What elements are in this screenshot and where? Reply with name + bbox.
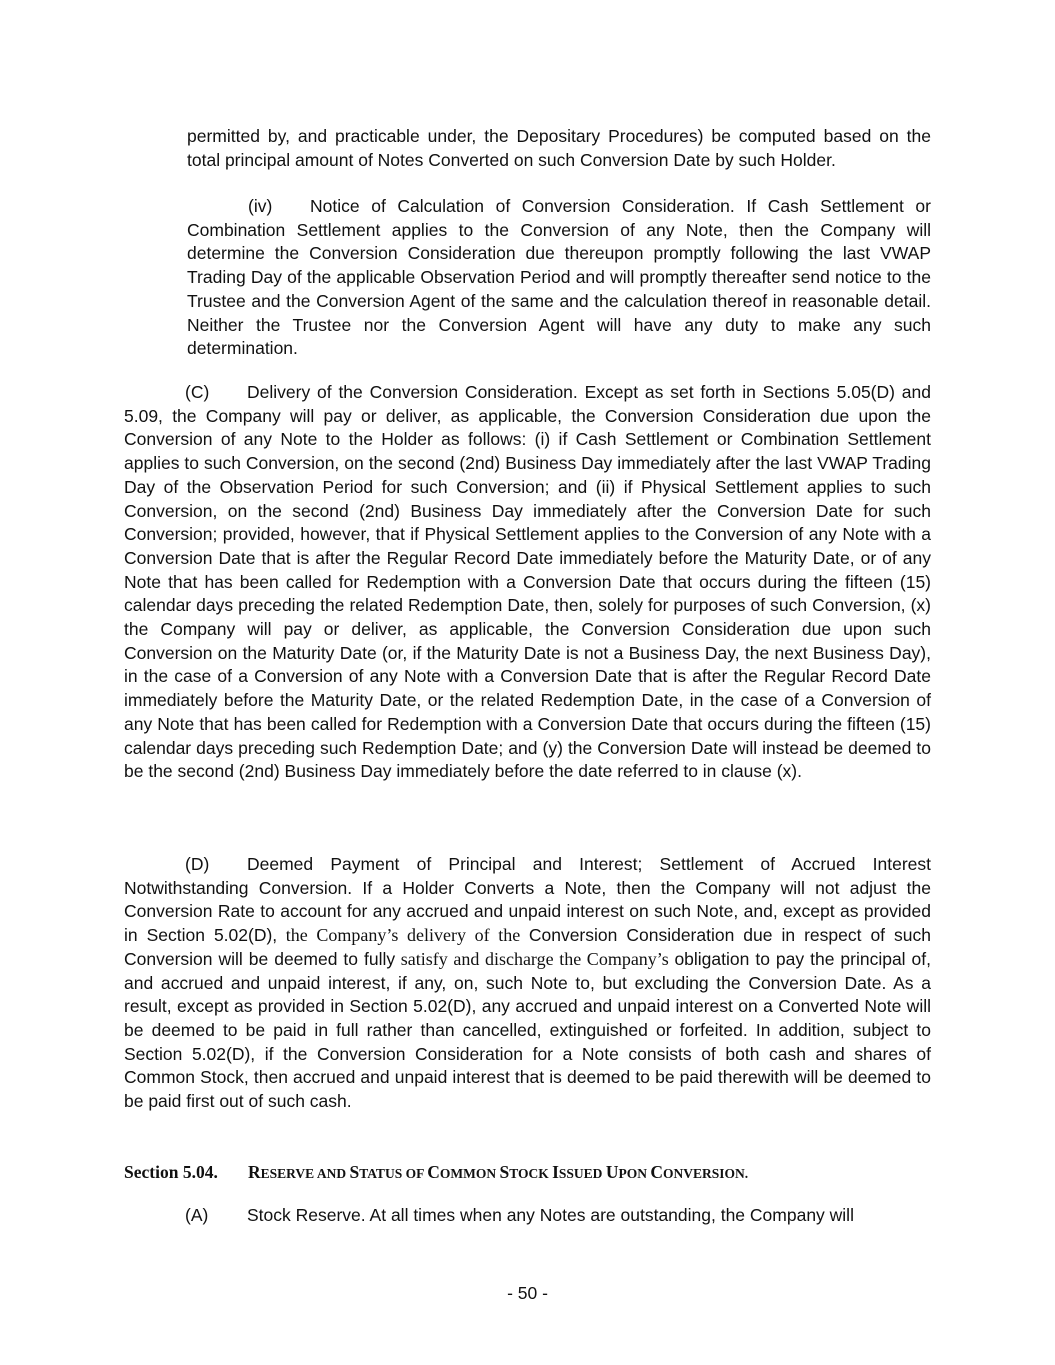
paragraph-c xyxy=(124,381,931,784)
paragraph-continuation: permitted by, and practicable under, the Depositary Procedures) be computed based on the total principal amount of Notes Converted on such Conversion Date by such Holder. xyxy=(187,126,931,170)
paragraph-text: Delivery of the Conversion Consideration. Except as set forth in Sections 5.05(D) and 5.09, the Company will pay or deliver, as applicable, the Conversion Consideration due upon the Conversion of any Note to the Holder as follows: (i) if Cash Settlement or Combination Settlement applies to such Conversion, on the second (2nd) Business Day immediately after the last VWAP Trading Day of the Observation Period for such Conversion; and (ii) if Physical Settlement applies to such Conversion, on the second (2nd) Business Day immediately after the Conversion Date for such Conversion; provided, however, that if Physical Settlement applies to the Conversion of any Note with a Conversion Date that is after the Regular Record Date immediately before the Maturity Date, or of any Note that has been called for Redemption with a Conversion Date that occurs during the fifteen (15) calendar days preceding the related Redemption Date, then, solely for purposes of such Conversion, (x) the Company will pay or deliver, as applicable, the Conversion Consideration due upon such Conversion on the Maturity Date (or, if the Maturity Date is not a Business Day, the next Business Day), in the case of a Conversion of any Note with a Conversion Date that is after the Regular Record Date immediately before the Maturity Date, or the related Redemption Date, in the case of a Conversion of any Note that has been called for Redemption with a Conversion Date that occurs during the fifteen (15) calendar days preceding such Redemption Date; and (y) the Conversion Date will instead be deemed to be the second (2nd) Business Day immediately before the date referred to in clause (x). xyxy=(124,382,931,782)
paragraph-d xyxy=(124,853,931,1114)
paragraph-text-serif: satisfy and discharge the Company’s xyxy=(395,948,675,969)
paragraph-text: Deemed Payment of Principal and Interest; Settlement of Accrued Interest Notwithstanding Conversion. If a Holder Converts a Note, then the Company will not adjust the Conversion Rate to account for any accrued and unpaid interest on such Note, and, except as provided in Section 5.02(D), xyxy=(124,854,931,946)
paragraph-text: Stock Reserve. At all times when any Notes are outstanding, the Company will xyxy=(247,1205,854,1225)
paragraph-marker: (A) xyxy=(185,1205,209,1225)
paragraph-iv xyxy=(187,195,931,361)
section-heading xyxy=(124,1160,931,1186)
paragraph-text: obligation to pay the principal of, and accrued and unpaid interest, if any, on, such Note to, but excluding the Conversion Date. As a result, except as provided in Section 5.02(D), any accrued and unpaid interest on a Converted Note will be deemed to be paid in full rather than cancelled, extinguished or forfeited. In addition, subject to Section 5.02(D), if the Conversion Consideration for a Note consists of both cash and shares of Common Stock, then accrued and unpaid interest that is deemed to be paid therewith will be deemed to be paid first out of such cash. xyxy=(124,948,932,1112)
section-title: RESERVE AND STATUS OF COMMON STOCK ISSUED UPON CONVERSION. xyxy=(248,1162,749,1182)
paragraph-marker: (iv) xyxy=(248,196,273,216)
paragraph-marker: (D) xyxy=(185,854,210,874)
paragraph-text: Conversion Consideration due in respect of such Conversion will be deemed to fully xyxy=(124,925,931,969)
section-number: Section 5.04. xyxy=(124,1162,218,1182)
page-number: - 50 - xyxy=(507,1283,548,1303)
paragraph-text-serif: the Company’s delivery of the xyxy=(277,925,529,946)
paragraph-a xyxy=(124,1204,931,1228)
paragraph-marker: (C) xyxy=(185,382,210,402)
paragraph-text: Notice of Calculation of Conversion Consideration. If Cash Settlement or Combination Settlement applies to the Conversion of any Note, then the Company will determine the Conversion Consideration due thereupon promptly following the last VWAP Trading Day of the applicable Observation Period and will promptly thereafter send notice to the Trustee and the Conversion Agent of the same and the calculation thereof in reasonable detail. Neither the Trustee nor the Conversion Agent will have any duty to make any such determination. xyxy=(187,196,931,359)
